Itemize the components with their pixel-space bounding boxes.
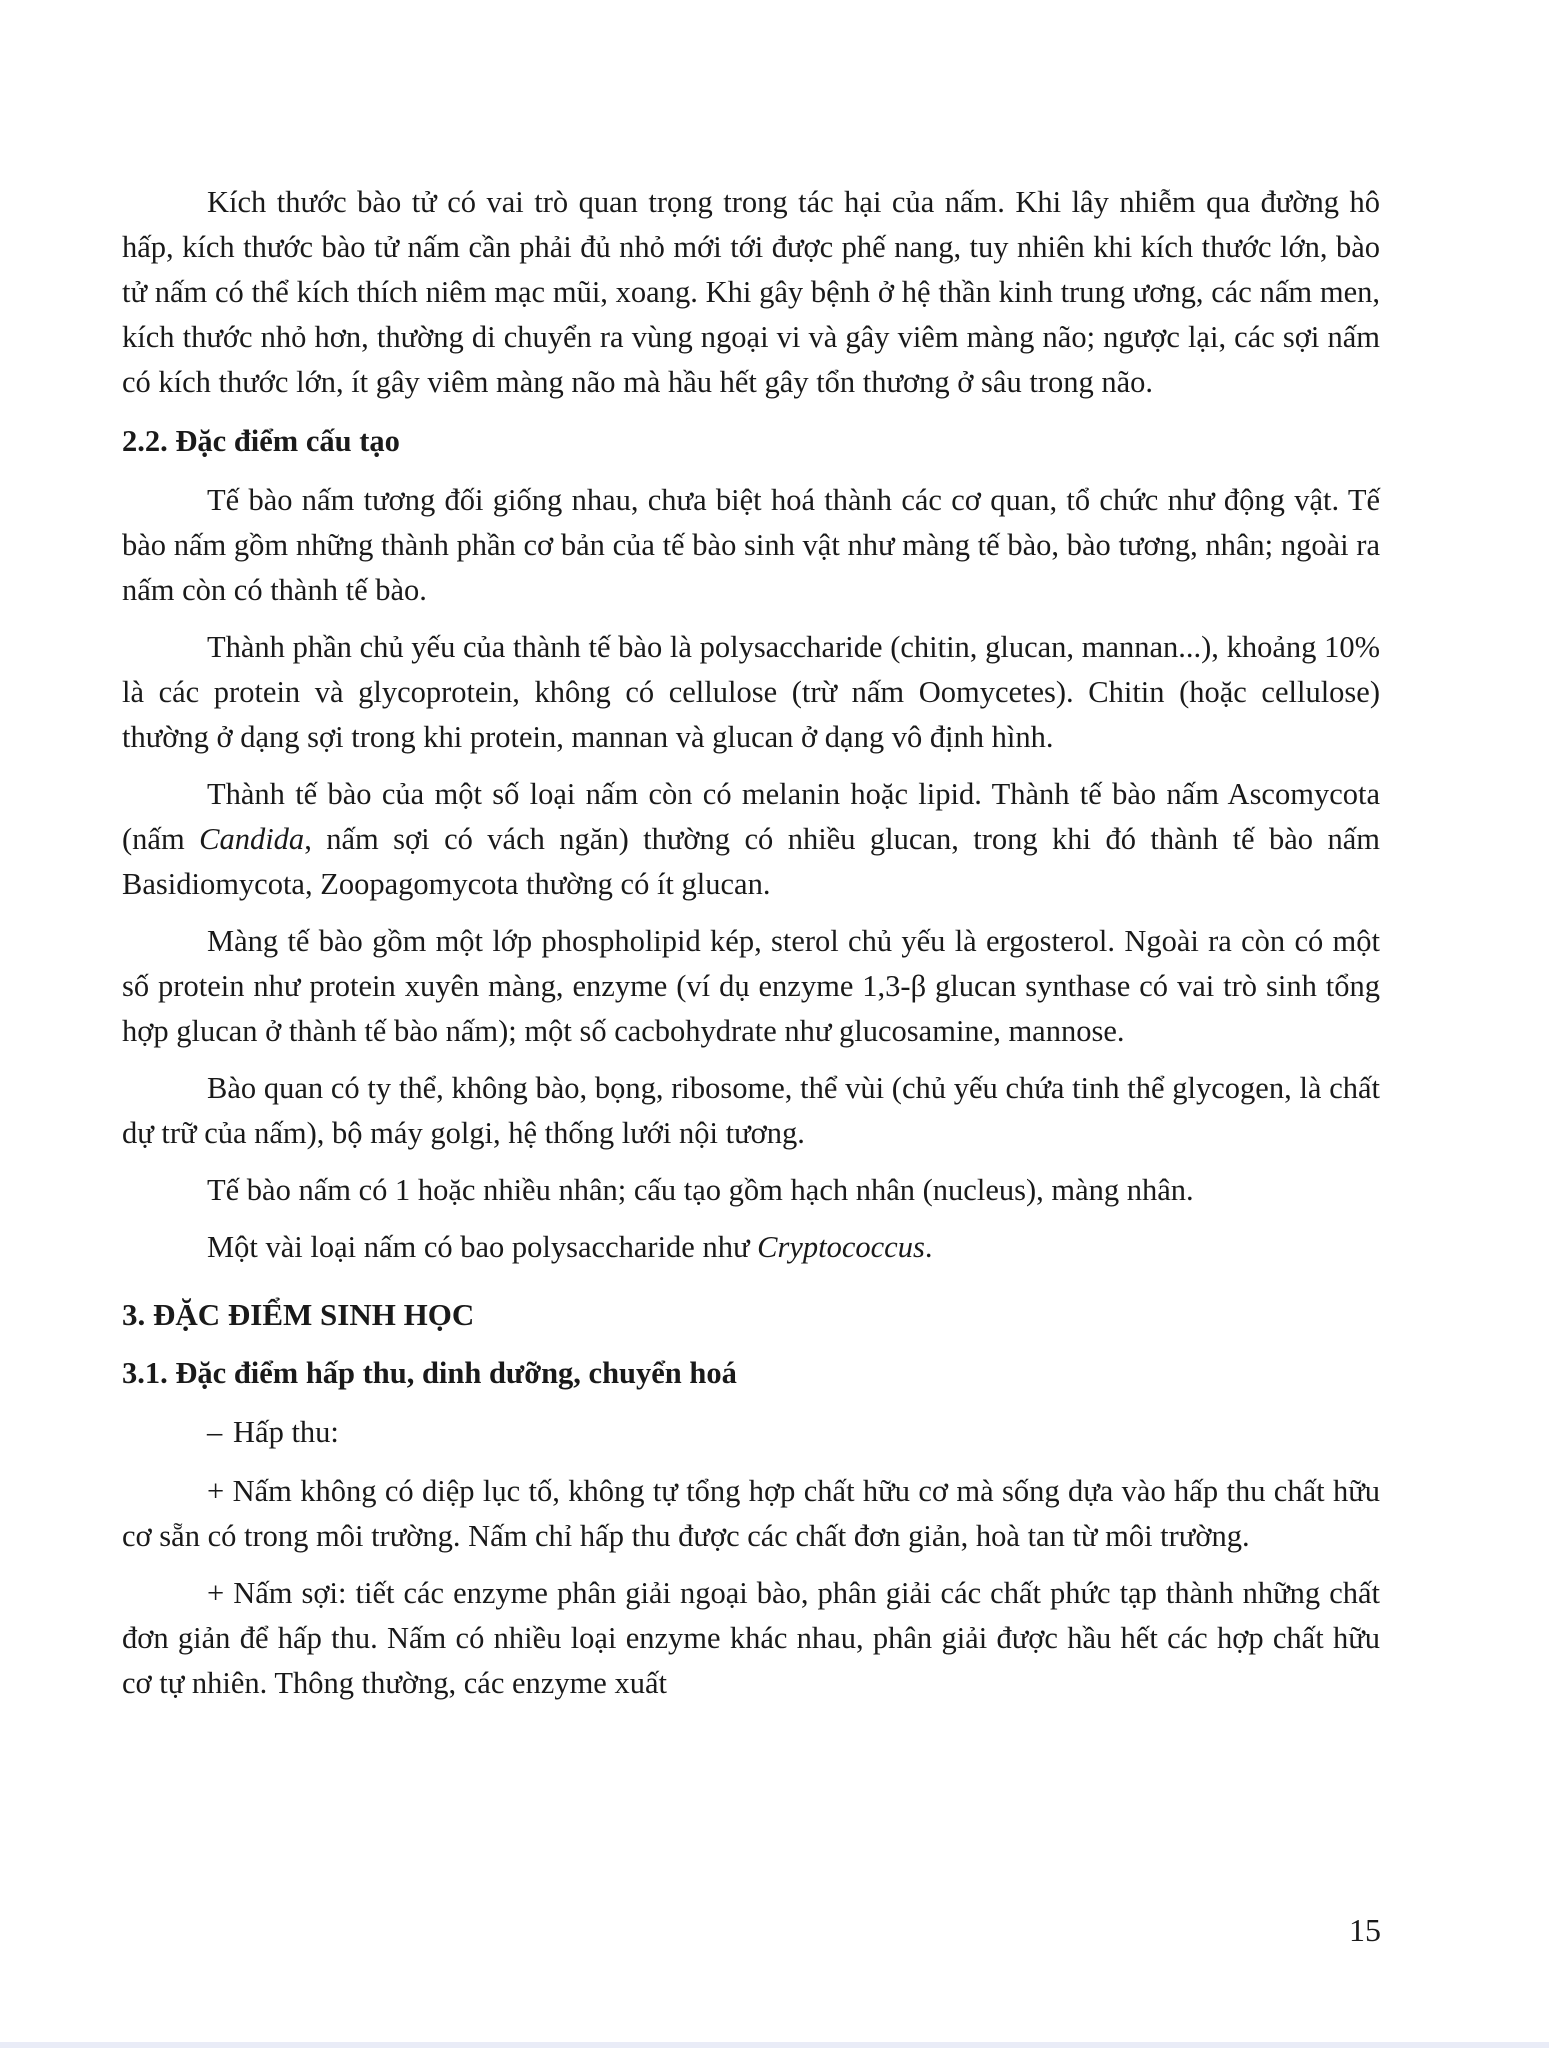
paragraph-spore-size: Kích thước bào tử có vai trò quan trọng trong tác hại của nấm. Khi lây nhiễm qua đường hô hấp, kích thước bào tử nấm cần phải đủ nhỏ mới tới được phế nang, tuy nhiên khi kích thước lớn, bào tử nấm có thể kích thích niêm mạc mũi, xoang. Khi gây bệnh ở hệ thần kinh trung ương, các nấm men, kích thước nhỏ hơn, thường di chuyển ra vùng ngoại vi và gây viêm màng não; ngược lại, các sợi nấm có kích thước lớn, ít gây viêm màng não mà hầu hết gây tổn thương ở sâu trong não.	[122, 185, 1380, 399]
italic-genus-candida: Candida	[199, 822, 305, 856]
heading-2-2: 2.2. Đặc điểm cấu tạo	[122, 424, 400, 458]
page-number: 15	[1349, 1912, 1381, 1948]
paragraph-cell-membrane: Màng tế bào gồm một lớp phospholipid kép, sterol chủ yếu là ergosterol. Ngoài ra còn có một số protein như protein xuyên màng, enzyme (ví dụ enzyme 1,3-β glucan synthase có vai trò sinh tổng hợp glucan ở thành tế bào nấm); một số cacbohydrate như glucosamine, mannose.	[122, 924, 1380, 1048]
paragraph-cell-wall-melanin	[122, 772, 1380, 907]
list-item-absorption	[122, 1410, 1380, 1455]
text-run: Một vài loại nấm có bao polysaccharide như	[207, 1230, 758, 1264]
paragraph-cell-overview: Tế bào nấm tương đối giống nhau, chưa biệt hoá thành các cơ quan, tổ chức như động vật. Tế bào nấm gồm những thành phần cơ bản của tế bào sinh vật như màng tế bào, bào tương, nhân; ngoài ra nấm còn có thành tế bào.	[122, 483, 1380, 607]
paragraph-filamentous-enzymes: + Nấm sợi: tiết các enzyme phân giải ngoại bào, phân giải các chất phức tạp thành những chất đơn giản để hấp thu. Nấm có nhiều loại enzyme khác nhau, phân giải được hầu hết các hợp chất hữu cơ tự nhiên. Thông thường, các enzyme xuất	[122, 1576, 1380, 1700]
dash-bullet: –	[207, 1415, 223, 1449]
paragraph-nucleus: Tế bào nấm có 1 hoặc nhiều nhân; cấu tạo gồm hạch nhân (nucleus), màng nhân.	[207, 1173, 1194, 1207]
text-run: , nấm sợi có vách ngăn) thường có nhiều glucan, trong khi đó thành tế bào nấm Basidiomycota, Zoopagomycota thường có ít glucan.	[122, 822, 1381, 901]
heading-3: 3. ĐẶC ĐIỂM SINH HỌC	[122, 1297, 475, 1332]
text-run: Thành tế bào của một số loại nấm còn có melanin hoặc lipid. Thành tế bào nấm Ascomycota (nấm	[122, 777, 1380, 856]
paragraph-organelles: Bào quan có ty thể, không bào, bọng, ribosome, thể vùi (chủ yếu chứa tinh thể glycogen, là chất dự trữ của nấm), bộ máy golgi, hệ thống lưới nội tương.	[122, 1071, 1380, 1150]
italic-genus-cryptococcus: Cryptococcus	[757, 1230, 925, 1264]
scan-edge	[0, 2042, 1549, 2048]
paragraph-cell-wall-composition: Thành phần chủ yếu của thành tế bào là polysaccharide (chitin, glucan, mannan...), khoảng 10% là các protein và glycoprotein, không có cellulose (trừ nấm Oomycetes). Chitin (hoặc cellulose) thường ở dạng sợi trong khi protein, mannan và glucan ở dạng vô định hình.	[122, 630, 1380, 754]
list-item-label: Hấp thu:	[233, 1415, 339, 1449]
paragraph-absorption-organic: + Nấm không có diệp lục tố, không tự tổng hợp chất hữu cơ mà sống dựa vào hấp thu chất hữu cơ sẵn có trong môi trường. Nấm chỉ hấp thu được các chất đơn giản, hoà tan từ môi trường.	[122, 1474, 1380, 1553]
paragraph-capsule	[122, 1225, 1380, 1270]
heading-3-1: 3.1. Đặc điểm hấp thu, dinh dưỡng, chuyển hoá	[122, 1356, 737, 1390]
page-content	[122, 180, 1380, 1706]
text-run: .	[924, 1230, 933, 1264]
